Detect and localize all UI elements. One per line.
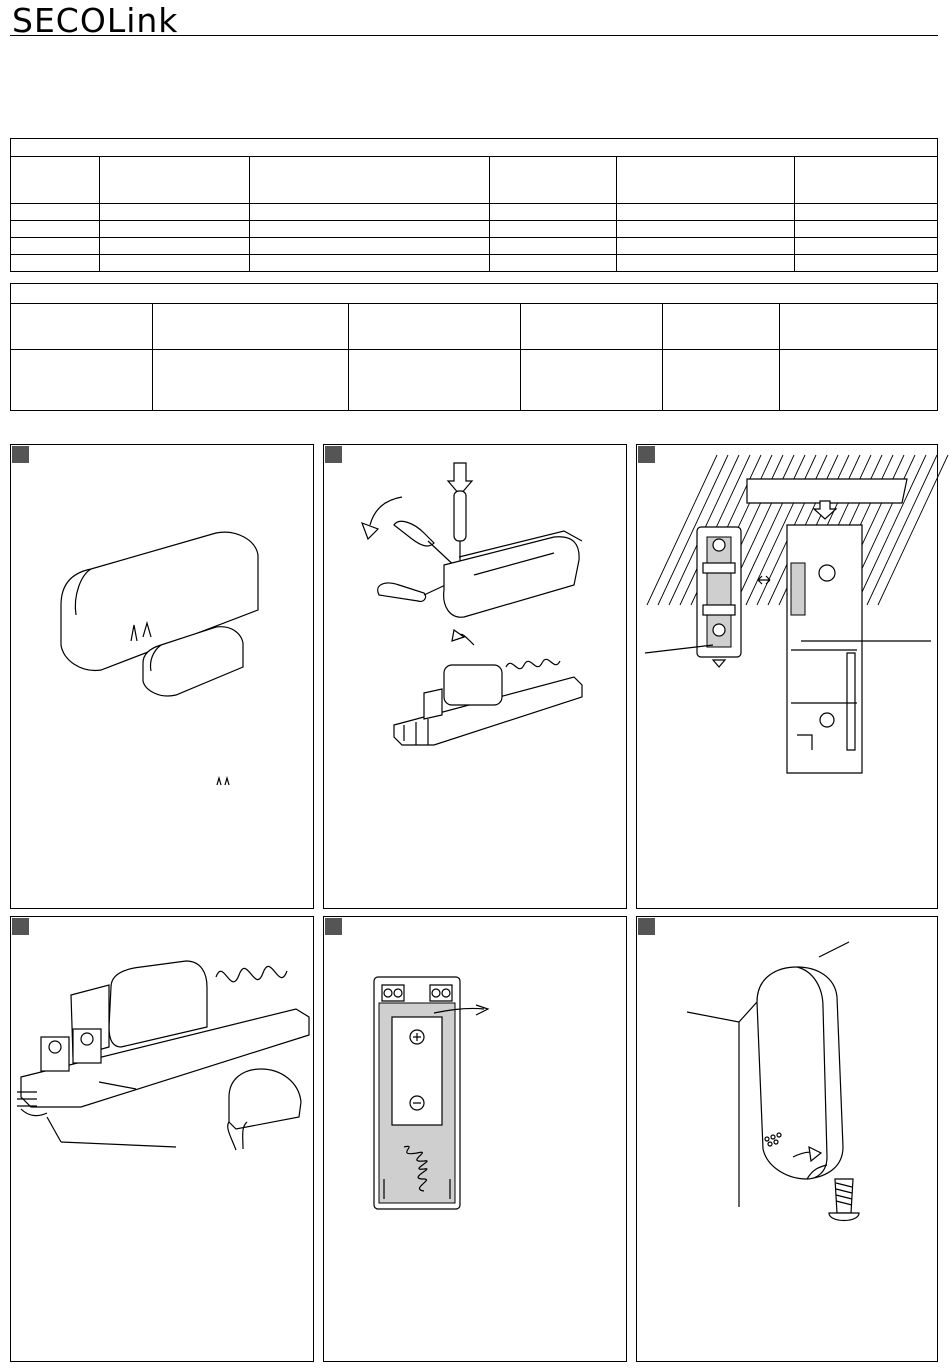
spec-table-2-header-cell [663,304,780,350]
panel-5-battery [323,916,627,1362]
spec-table-1-title-row [11,139,938,157]
spec-table-2-header-cell [780,304,938,350]
spec-table-1-header-cell [617,157,795,204]
panel-3-alignment [636,444,938,909]
hatch-line [856,455,926,605]
spec-table-2-title-row [11,284,938,304]
spec-table-2-header-cell [349,304,521,350]
wiring-illustration [11,917,315,1363]
spec-table-1-header-cell [100,157,250,204]
spec-table-1-header-cell [250,157,490,204]
table-row [11,255,938,272]
curved-arrow-icon [362,523,378,539]
alignment-illustration [637,445,939,910]
table-row [11,350,938,411]
curved-arrow-icon [452,630,464,641]
spec-table-2-header-cell [153,304,349,350]
battery-illustration [324,917,628,1363]
screwdriver-illustration [324,445,628,910]
brand-logo: SECOLink [12,1,179,40]
spec-table-1-header-cell [795,157,938,204]
detector-illustration [11,445,315,910]
panel-2-open-enclosure [323,444,627,909]
panel-6-mounting [636,916,938,1362]
spec-table-1 [10,138,938,272]
table-row [11,221,938,238]
down-arrow-icon [448,463,472,495]
spec-table-1-header-cell [490,157,617,204]
mounting-illustration [637,917,939,1363]
double-arrow-icon [758,576,770,584]
table-row [11,238,938,255]
header-rule [10,35,938,36]
spec-table-2-header-cell [11,304,153,350]
hatch-line [878,455,948,605]
panel-4-wiring [10,916,314,1362]
spec-table-1-header-cell [11,157,100,204]
panel-1-detector [10,444,314,909]
spec-table-2 [10,283,938,411]
up-arrow-icon [814,501,836,519]
hatch-line [867,455,937,605]
spec-table-2-header-cell [521,304,663,350]
table-row [11,204,938,221]
